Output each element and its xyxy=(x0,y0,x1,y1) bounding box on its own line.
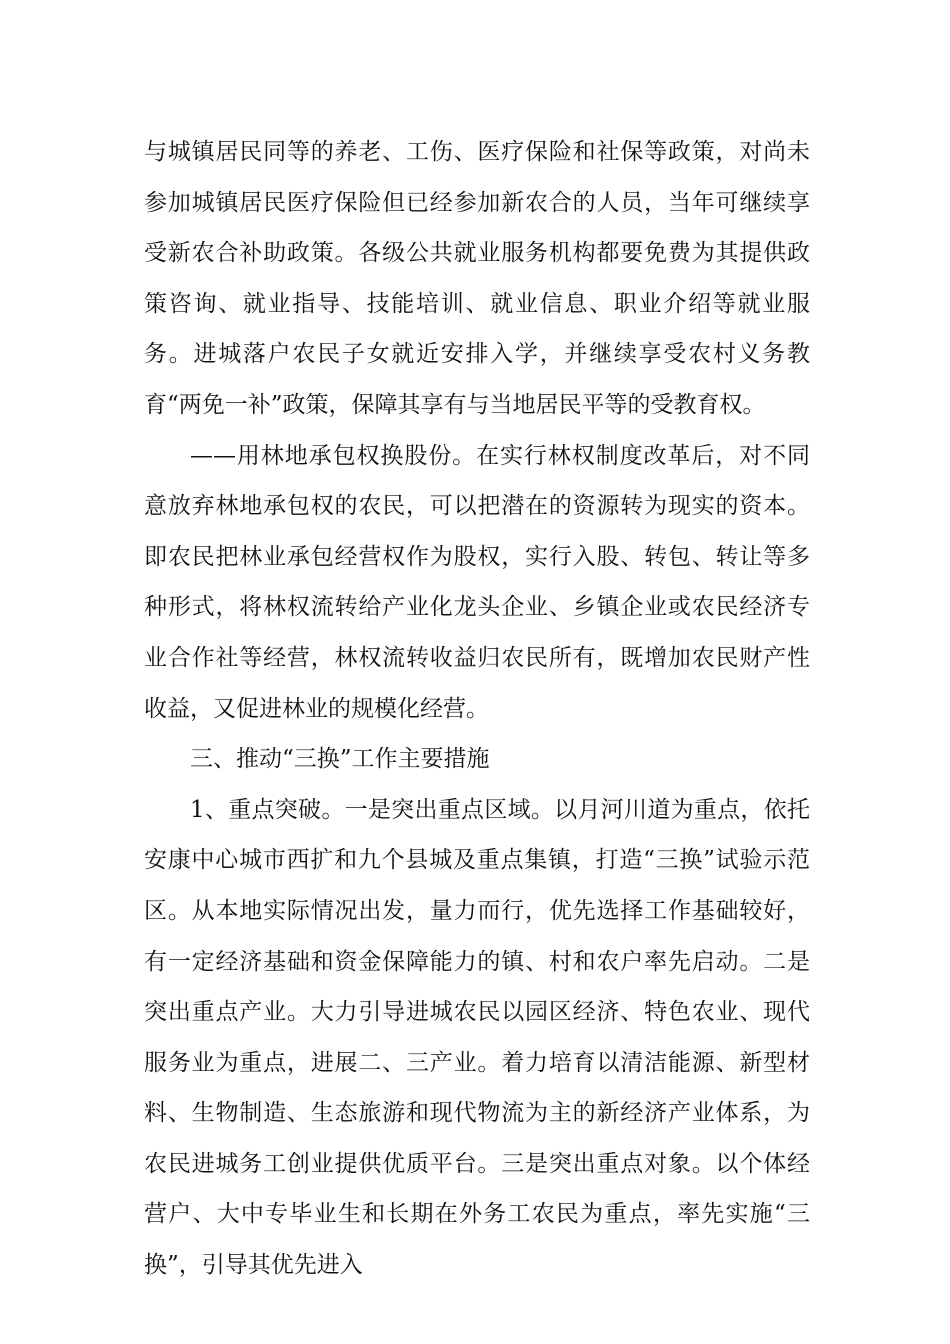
paragraph-social-security: 与城镇居民同等的养老、工伤、医疗保险和社保等政策，对尚未参加城镇居民医疗保险但已经参加新农合的人员，当年可继续享受新农合补助政策。各级公共就业服务机构都要免费为其提供政策咨询、就业指导、技能培训、就业信息、职业介绍等就业服务。进城落户农民子女就近安排入学，并继续享受农村义务教育“两免一补”政策，保障其享有与当地居民平等的受教育权。 xyxy=(144,139,810,418)
paragraph-forest-land-shares: ——用林地承包权换股份。在实行林权制度改革后，对不同意放弃林地承包权的农民，可以把潜在的资源转为现实的资本。即农民把林业承包经营权作为股权，实行入股、转包、转让等多种形式，将林权流转给产业化龙头企业、乡镇企业或农民经济专业合作社等经营，林权流转收益归农民所有，既增加农民财产性收益，又促进林业的规模化经营。 xyxy=(144,442,810,722)
paragraph-key-breakthrough: 1、重点突破。一是突出重点区域。以月河川道为重点，依托安康中心城市西扩和九个县城及重点集镇，打造“三换”试验示范区。从本地实际情况出发，量力而行，优先选择工作基础较好，有一定经济基础和资金保障能力的镇、村和农户率先启动。二是突出重点产业。大力引导进城农民以园区经济、特色农业、现代服务业为重点，进展二、三产业。着力培育以清洁能源、新型材料、生物制造、生态旅游和现代物流为主的新经济产业体系，为农民进城务工创业提供优质平台。三是突出重点对象。以个体经营户、大中专毕业生和长期在外务工农民为重点，率先实施“三换”，引导其优先进入 xyxy=(144,796,810,1279)
section-heading-main-measures: 三、推动“三换”工作主要措施 xyxy=(190,746,490,773)
document-body xyxy=(144,127,810,1291)
